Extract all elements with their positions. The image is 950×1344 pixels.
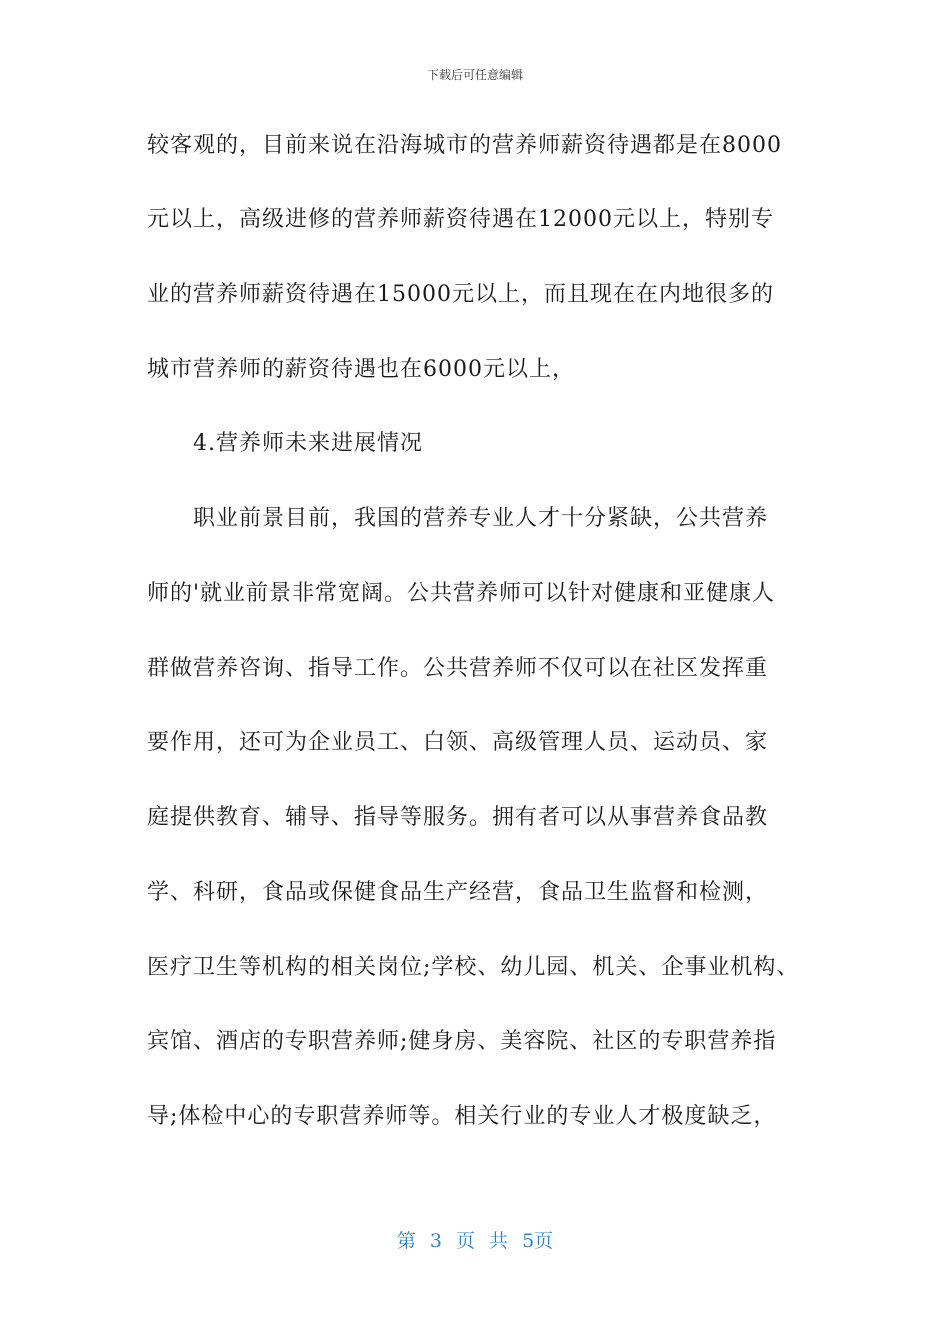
text-line: 职业前景目前，我国的营养专业人才十分紧缺，公共营养 [193, 506, 769, 531]
text-line: 较客观的，目前来说在沿海城市的营养师薪资待遇都是在8000 [147, 133, 782, 158]
text-line: 医疗卫生等机构的相关岗位;学校、幼儿园、机关、企事业机构、 [147, 955, 800, 980]
text-line: 庭提供教育、辅导、指导等服务。拥有者可以从事营养食品教 [147, 805, 769, 830]
text-line: 元以上，高级进修的营养师薪资待遇在12000元以上，特别专 [147, 207, 774, 232]
page-number-footer: 第 3 页 共 5页 [396, 1230, 554, 1252]
text-line: 师的'就业前景非常宽阔。公共营养师可以针对健康和亚健康人 [147, 581, 776, 606]
text-line: 城市营养师的薪资待遇也在6000元以上， [147, 357, 575, 382]
page-header-note: 下载后可任意编辑 [426, 68, 523, 82]
text-line: 要作用，还可为企业员工、白领、高级管理人员、运动员、家 [147, 730, 769, 755]
text-line: 业的营养师薪资待遇在15000元以上，而且现在在内地很多的 [147, 282, 774, 307]
text-line: 群做营养咨询、指导工作。公共营养师不仅可以在社区发挥重 [147, 656, 769, 681]
text-line: 宾馆、酒店的专职营养师;健身房、美容院、社区的专职营养指 [147, 1029, 777, 1054]
section-heading: 4.营养师未来进展情况 [193, 431, 423, 456]
text-line: 学、科研，食品或保健食品生产经营，食品卫生监督和检测， [147, 880, 769, 905]
text-line: 导;体检中心的专职营养师等。相关行业的专业人才极度缺乏， [147, 1104, 777, 1129]
